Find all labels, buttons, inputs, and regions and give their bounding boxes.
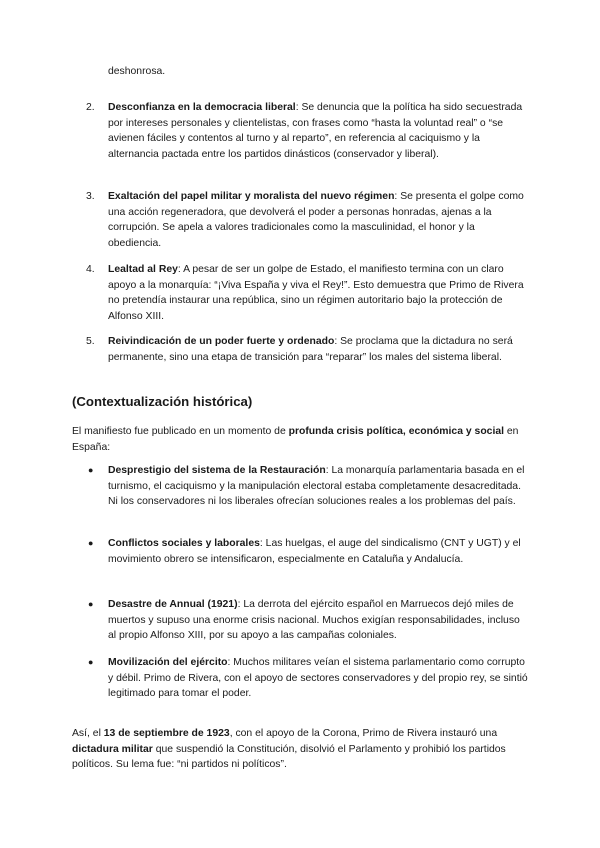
list-item-body: : A pesar de ser un golpe de Estado, el manifiesto termina con un claro apoyo a la monarquía: “¡Viva España y viva el Rey!”. Esto demuestra que Primo de Rivera no pretendía instaurar una república, sino un régimen autoritario bajo la protección de Alfonso XIII.: [108, 264, 524, 322]
bullet-item-text: [108, 597, 530, 644]
intro-text: El manifiesto fue publicado en un momento de: [72, 426, 289, 437]
conclusion-text: Así, el: [72, 728, 104, 739]
conclusion-text: , con el apoyo de la Corona, Primo de Rivera instauró una: [229, 728, 498, 739]
list-item-title: Lealtad al Rey: [108, 264, 178, 275]
list-item-body: : Se denuncia que la política ha sido secuestrada por intereses personales y clientelistas, con frases como “hasta la voluntad real” o “se avienen fáciles y contentos al turno y al reparto”, en referencia al caciquismo y la alternancia pactada entre los partidos dinásticos (conservador y liberal).: [108, 102, 523, 160]
list-item-text: [108, 262, 530, 324]
intro-emphasis: profunda crisis política, económica y social: [288, 426, 504, 437]
list-item-body: : Se presenta el golpe como una acción regeneradora, que devolverá el poder a personas honradas, ajenas a la corrupción. Se apela a valores tradicionales como la masculinidad, el honor y la obediencia.: [108, 191, 524, 249]
conclusion-text: que suspendió la Constitución, disolvió el Parlamento y prohibió los partidos políticos. Su lema fue: “ni partidos ni políticos”.: [72, 743, 506, 771]
list-item-text: [108, 334, 530, 365]
bullet-item-title: Desprestigio del sistema de la Restauración: [108, 465, 326, 476]
bullet-item-body: : Muchos militares veían el sistema parlamentario como corrupto y débil. Primo de Rivera, con el apoyo de sectores conservadores y del propio rey, se sintió legitimado para tomar el poder.: [108, 657, 528, 700]
conclusion-date: 13 de septiembre de 1923: [103, 728, 230, 739]
list-number: 4.: [86, 264, 95, 275]
bullet-item-title: Movilización del ejército: [108, 657, 228, 668]
list-item-title: Desconfianza en la democracia liberal: [108, 102, 296, 113]
bullet-icon: ●: [88, 657, 94, 667]
bullet-icon: ●: [88, 465, 94, 475]
list-item-text: [108, 189, 530, 251]
continuation-text: deshonrosa.: [108, 66, 166, 77]
list-item-body: : Se proclama que la dictadura no será permanente, sino una etapa de transición para “reparar” los males del sistema liberal.: [108, 336, 513, 363]
bullet-item-title: Desastre de Annual (1921): [108, 599, 238, 610]
intro-paragraph: [72, 424, 530, 455]
list-item-text: [108, 100, 530, 162]
list-number: 5.: [86, 336, 95, 347]
bullet-item-body: : Las huelgas, el auge del sindicalismo (CNT y UGT) y el movimiento obrero se intensificaron, especialmente en Cataluña y Andalucía.: [108, 538, 521, 565]
list-item-title: Exaltación del papel militar y moralista del nuevo régimen: [108, 191, 395, 202]
conclusion-emphasis: dictadura militar: [72, 743, 153, 755]
conclusion-paragraph: [72, 726, 530, 773]
bullet-item-text: [108, 536, 530, 567]
bullet-item-body: : La monarquía parlamentaria basada en el turnismo, el caciquismo y la manipulación electoral estaba completamente desacreditada. Ni los conservadores ni los liberales ofrecían soluciones reales a los problemas del país.: [108, 465, 525, 508]
bullet-item-title: Conflictos sociales y laborales: [108, 538, 260, 549]
intro-text-end: en España:: [72, 426, 519, 453]
list-number: 3.: [86, 191, 95, 202]
bullet-item-text: [108, 463, 530, 510]
section-heading: (Contextualización histórica): [72, 394, 253, 409]
bullet-icon: ●: [88, 599, 94, 609]
list-number: 2.: [86, 102, 95, 113]
bullet-icon: ●: [88, 538, 94, 548]
list-item-title: Reivindicación de un poder fuerte y ordenado: [108, 336, 335, 347]
bullet-item-text: [108, 655, 530, 702]
bullet-item-body: : La derrota del ejército español en Marruecos dejó miles de muertos y supuso una enorme crisis nacional. Muchos exigían responsabilidades, incluso al propio Alfonso XIII, por su apoyo a las campañas coloniales.: [108, 599, 520, 642]
